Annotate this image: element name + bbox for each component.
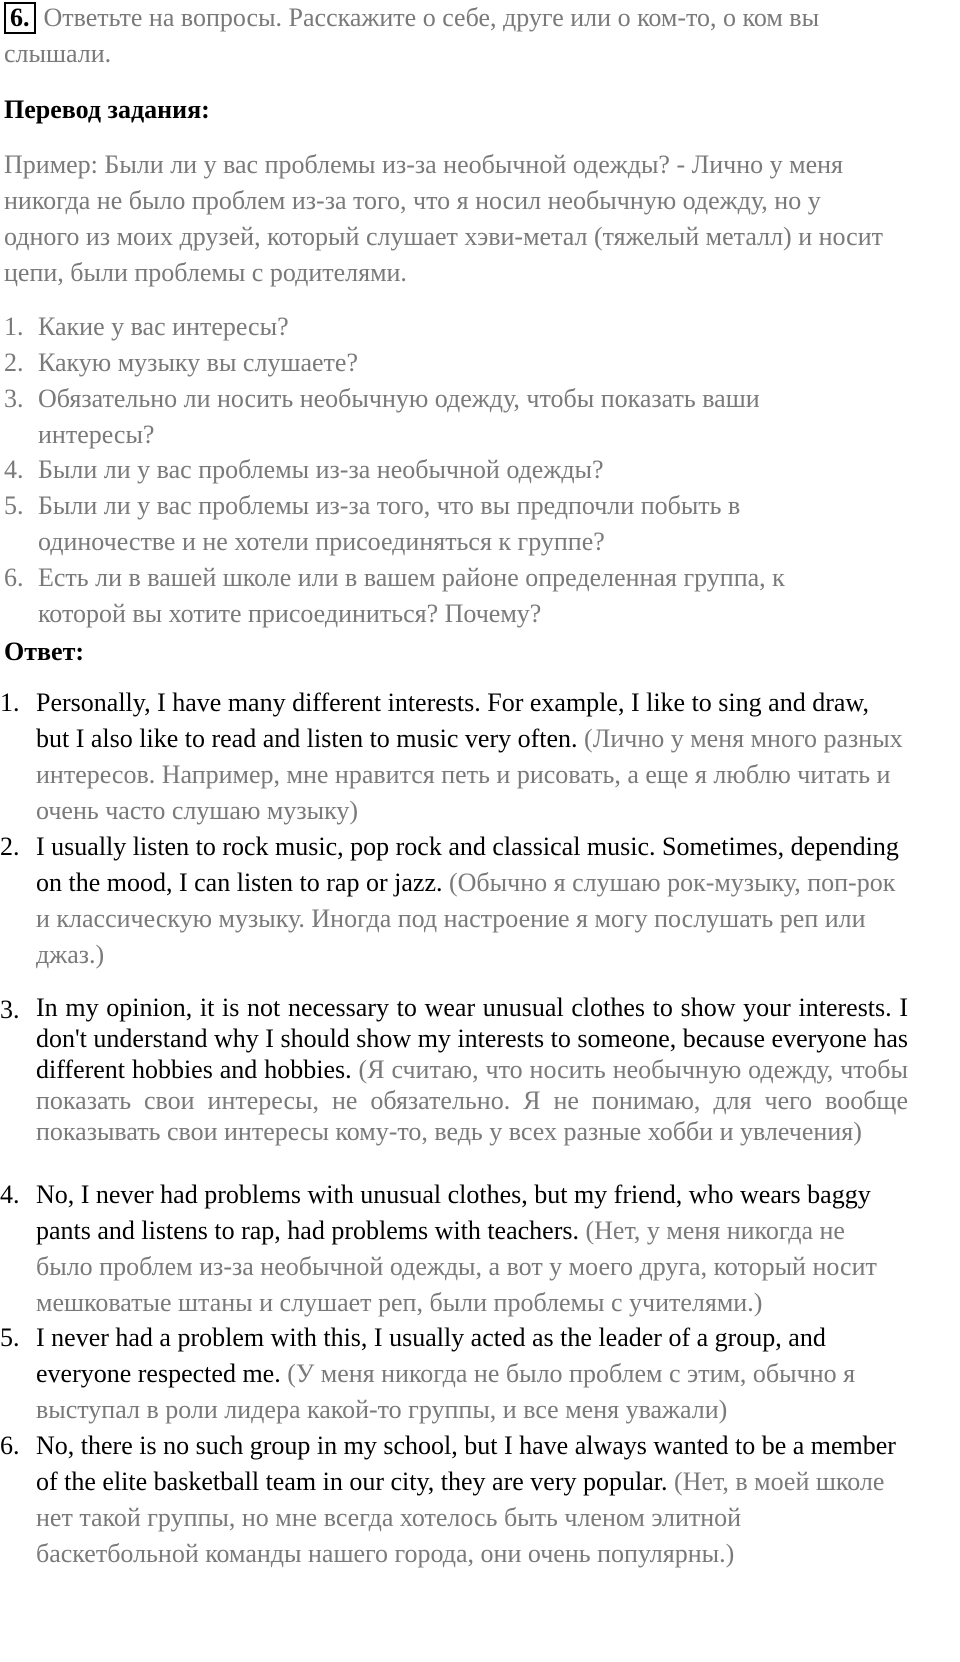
answer-russian: (Лично у меня много разных интересов. Например, мне нравится петь и рисовать, а еще я люблю читать и очень часто слушаю музыку) xyxy=(36,724,903,825)
answer-english: No, there is no such group in my school, but I have always wanted to be a member of the elite basketball team in our city, they are very popular. xyxy=(36,1431,896,1496)
answer-russian: (Обычно я слушаю рок-музыку, поп-рок и классическую музыку. Иногда под настроение я могу послушать реп или джаз.) xyxy=(36,868,896,969)
answer-number: 5. xyxy=(0,1323,20,1352)
answer-english: I usually listen to rock music, pop rock and classical music. Sometimes, depending on the mood, I can listen to rap or jazz. xyxy=(36,832,899,897)
question-number: 1. xyxy=(4,312,24,341)
question-text: Есть ли в вашей школе или в вашем районе определенная группа, к которой вы хотите присоединиться? Почему? xyxy=(38,563,785,628)
answer-number: 1. xyxy=(0,688,20,717)
answer-russian: (Нет, у меня никогда не было проблем из-за необычной одежды, а вот у моего друга, который носит мешковатые штаны и слушает реп, были проблемы с учителями.) xyxy=(36,1216,877,1317)
answer-number: 6. xyxy=(0,1431,20,1460)
answer-english: In my opinion, it is not necessary to wear unusual clothes to show your interests. I don't understand why I should show my interests to someone, because everyone has different hobbies and hobbies. xyxy=(36,993,908,1084)
question-text: Были ли у вас проблемы из-за необычной одежды? xyxy=(38,455,604,484)
translation-heading: Перевод задания: xyxy=(4,95,210,124)
task-text: Ответьте на вопросы. Расскажите о себе, друге или о ком-то, о ком вы слышали. xyxy=(4,3,820,68)
question-text: Обязательно ли носить необычную одежду, чтобы показать ваши интересы? xyxy=(38,384,760,449)
question-text: Какую музыку вы слушаете? xyxy=(38,348,358,377)
answer-text xyxy=(36,1320,908,1428)
answer-english: Personally, I have many different interests. For example, I like to sing and draw, but I also like to read and listen to music very often. xyxy=(36,688,869,753)
task-statement xyxy=(4,0,924,72)
answer-text xyxy=(36,685,908,829)
answer-text xyxy=(36,1177,908,1321)
question-text: Какие у вас интересы? xyxy=(38,312,289,341)
question-number: 3. xyxy=(4,384,24,413)
example-paragraph: Пример: Были ли у вас проблемы из-за необычной одежды? - Лично у меня никогда не было проблем из-за того, что я носил необычную одежду, но у одного из моих друзей, который слушает хэви-метал (тяжелый металл) и носит цепи, были проблемы с родителями. xyxy=(4,150,883,287)
question-number: 6. xyxy=(4,563,24,592)
answer-russian: (Я считаю, что носить необычную одежду, чтобы показать свои интересы, не обязательно. Я не понимаю, для чего вообще показывать свои интересы кому-то, ведь у всех разные хобби и увлечения) xyxy=(36,1055,909,1146)
answer-number: 4. xyxy=(0,1180,20,1209)
question-number: 5. xyxy=(4,491,24,520)
answer-heading: Ответ: xyxy=(4,637,85,666)
question-number: 4. xyxy=(4,455,24,484)
answer-text xyxy=(36,1428,908,1572)
question-text: Были ли у вас проблемы из-за того, что вы предпочли побыть в одиночестве и не хотели присоединяться к группе? xyxy=(38,491,741,556)
answer-number: 2. xyxy=(0,832,20,861)
answer-text xyxy=(36,829,908,973)
answer-english: I never had a problem with this, I usually acted as the leader of a group, and everyone respected me. xyxy=(36,1323,826,1388)
answer-number: 3. xyxy=(0,995,20,1024)
answer-russian: (Нет, в моей школе нет такой группы, но мне всегда хотелось быть членом элитной баскетбольной команды нашего города, они очень популярны.) xyxy=(36,1467,885,1568)
answer-english: No, I never had problems with unusual clothes, but my friend, who wears baggy pants and listens to rap, had problems with teachers. xyxy=(36,1180,871,1245)
answer-text xyxy=(36,992,908,1147)
question-number: 2. xyxy=(4,348,24,377)
answer-russian: (У меня никогда не было проблем с этим, обычно я выступал в роли лидера какой-то группы, и все меня уважали) xyxy=(36,1359,856,1424)
task-number: 6. xyxy=(4,2,36,34)
